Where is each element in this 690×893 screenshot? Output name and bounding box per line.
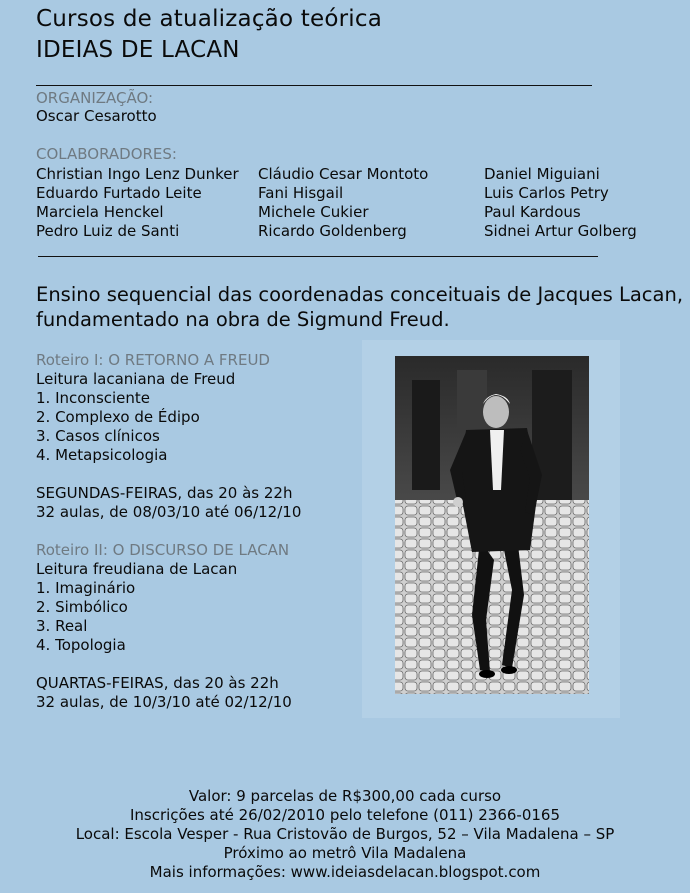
roteiro-item: 2. Complexo de Édipo: [36, 408, 200, 426]
footer-inscricoes: Inscrições até 26/02/2010 pelo telefone (011) 2366-0165: [129, 806, 561, 824]
page-title: Cursos de atualização teórica: [36, 6, 382, 32]
top-divider: [36, 85, 592, 86]
roteiro-2-subtitle: Leitura freudiana de Lacan: [36, 560, 238, 578]
colaboradores-col1: [36, 165, 239, 241]
footer-local: Local: Escola Vesper - Rua Cristovão de Burgos, 52 – Vila Madalena – SP: [75, 825, 615, 843]
photo-panel: [362, 340, 620, 718]
organizacao-name: Oscar Cesarotto: [36, 107, 157, 125]
intro-text: [36, 282, 683, 332]
footer: [0, 787, 690, 882]
colaboradores-label: COLABORADORES:: [36, 145, 177, 163]
colaborador: Cláudio Cesar Montoto: [258, 165, 429, 183]
roteiro-item: 2. Simbólico: [36, 598, 128, 616]
page-subtitle: IDEIAS DE LACAN: [36, 37, 240, 63]
roteiro-item: 4. Metapsicologia: [36, 446, 168, 464]
intro-line: fundamentado na obra de Sigmund Freud.: [36, 308, 450, 331]
colaborador: Daniel Miguiani: [484, 165, 600, 183]
footer-info: Mais informações: www.ideiasdelacan.blogspot.com: [149, 863, 541, 881]
colaboradores-col3: [484, 165, 637, 241]
colaborador: Ricardo Goldenberg: [258, 222, 407, 240]
colaborador: Michele Cukier: [258, 203, 369, 221]
colaborador: Sidnei Artur Golberg: [484, 222, 637, 240]
roteiro-item: 3. Casos clínicos: [36, 427, 160, 445]
colaborador: Fani Hisgail: [258, 184, 344, 202]
organizacao-label: ORGANIZAÇÃO:: [36, 89, 154, 107]
colaborador: Eduardo Furtado Leite: [36, 184, 202, 202]
colaborador: Luis Carlos Petry: [484, 184, 609, 202]
colaboradores-col2: [258, 165, 428, 241]
roteiro-1-heading: Roteiro I: O RETORNO A FREUD: [36, 351, 270, 369]
footer-valor: Valor: 9 parcelas de R$300,00 cada curso: [188, 787, 502, 805]
roteiro-2-dates: 32 aulas, de 10/3/10 até 02/12/10: [36, 693, 292, 711]
colaborador: Pedro Luiz de Santi: [36, 222, 180, 240]
roteiro-item: 1. Imaginário: [36, 579, 136, 597]
roteiro-1-subtitle: Leitura lacaniana de Freud: [36, 370, 236, 388]
roteiro-item: 1. Inconsciente: [36, 389, 151, 407]
colaborador: Christian Ingo Lenz Dunker: [36, 165, 239, 183]
lacan-photo: [362, 340, 620, 718]
roteiro-item: 3. Real: [36, 617, 88, 635]
colaborador: Marciela Henckel: [36, 203, 164, 221]
roteiro-1-dates: 32 aulas, de 08/03/10 até 06/12/10: [36, 503, 302, 521]
middle-divider: [38, 256, 598, 257]
roteiro-2-schedule: QUARTAS-FEIRAS, das 20 às 22h: [36, 674, 279, 692]
footer-proximo: Próximo ao metrô Vila Madalena: [223, 844, 467, 862]
roteiro-1-schedule: SEGUNDAS-FEIRAS, das 20 às 22h: [36, 484, 293, 502]
roteiro-1: [36, 351, 301, 522]
roteiro-2: [36, 541, 292, 712]
roteiro-item: 4. Topologia: [36, 636, 126, 654]
intro-line: Ensino sequencial das coordenadas conceituais de Jacques Lacan,: [36, 283, 684, 306]
colaborador: Paul Kardous: [484, 203, 581, 221]
roteiro-2-heading: Roteiro II: O DISCURSO DE LACAN: [36, 541, 290, 559]
